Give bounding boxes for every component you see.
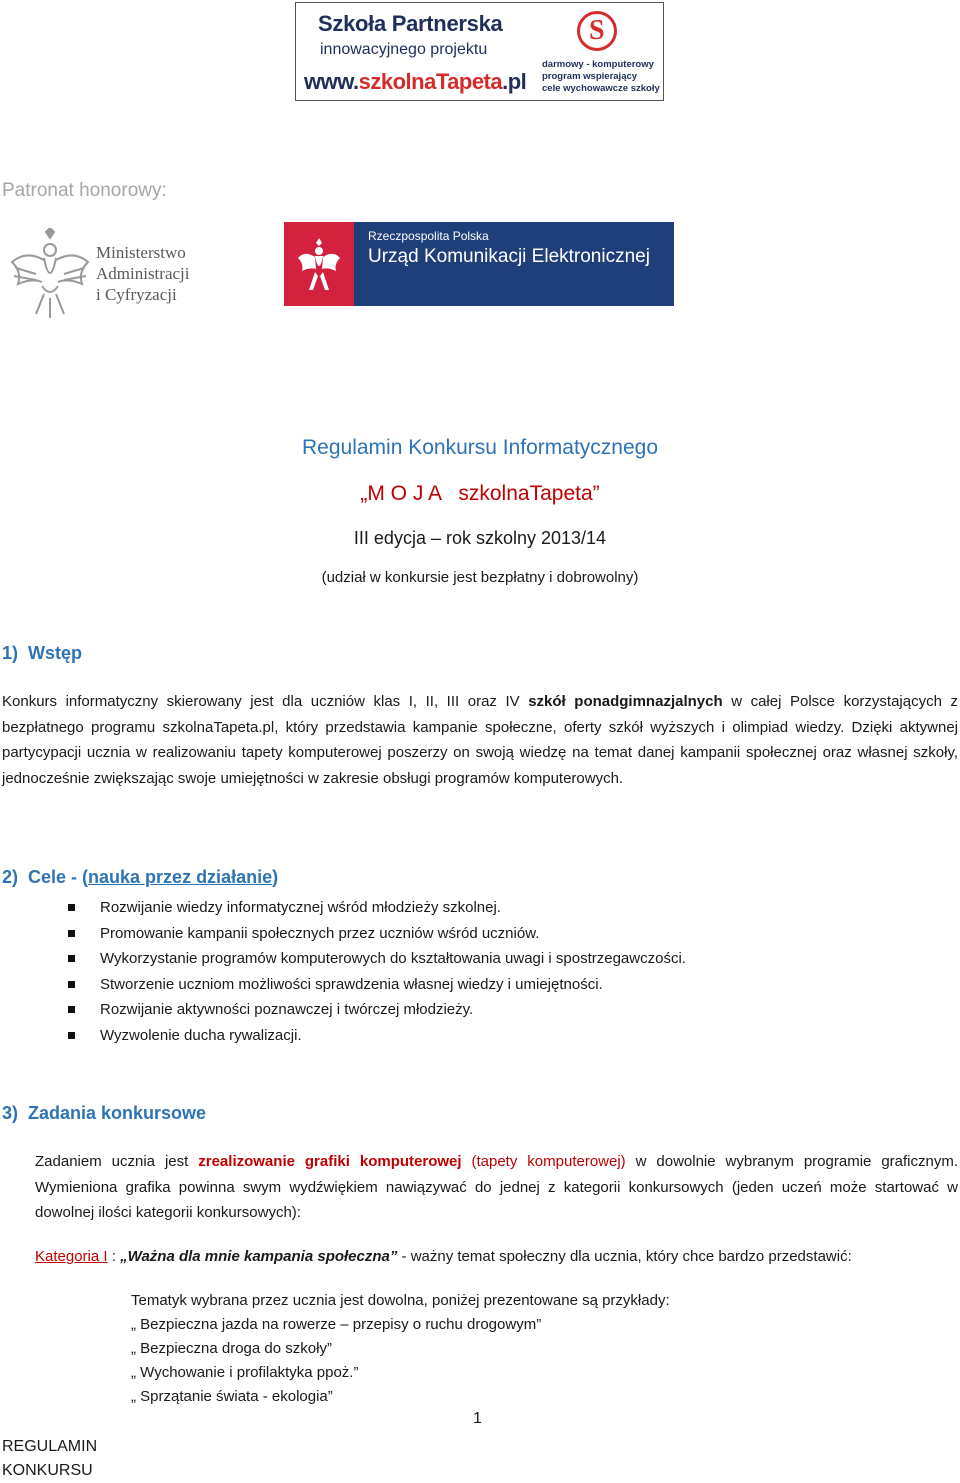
goal-text: Stworzenie uczniom możliwości sprawdzenia własnej wiedzy i umiejętności. <box>100 975 603 993</box>
bullet-icon <box>68 930 75 937</box>
goals-list <box>68 895 686 1048</box>
ministry-line2: Administracji <box>96 264 190 283</box>
logo-line2: innowacyjnego projektu <box>320 41 488 58</box>
example-item: „ Sprzątanie świata - ekologia” <box>131 1388 333 1405</box>
partner-logo <box>295 2 664 101</box>
page-title: Regulamin Konkursu Informatycznego <box>301 436 658 459</box>
tasks-text-a: Zadaniem ucznia jest <box>35 1153 199 1170</box>
participation-note: (udział w konkursie jest bezpłatny i dobrowolny) <box>321 569 639 586</box>
logo-url-main: szkolnaTapeta <box>358 69 503 94</box>
example-item: „ Bezpieczna jazda na rowerze – przepisy o ruchu drogowym” <box>131 1316 542 1333</box>
footer-line2: KONKURSU <box>2 1462 93 1479</box>
list-item <box>68 997 686 1023</box>
tasks-text-b: w dowolnie wybranym programie graficznym. Wymieniona grafika powinna swym wydźwiękiem nawiązywać do jednej z kategorii konkursowych (jeden uczeń może startować w dowolnej ilości kategorii konkursowych): <box>35 1153 959 1221</box>
goal-text: Promowanie kampanii społecznych przez uczniów wśród uczniów. <box>100 924 540 942</box>
goal-text: Wykorzystanie programów komputerowych do kształtowania uwagi i spostrzegawczości. <box>100 950 686 967</box>
list-item <box>68 895 686 921</box>
tasks-red: (tapety komputerowej) <box>461 1153 626 1170</box>
uke-logo <box>284 222 674 306</box>
tasks-paragraph <box>35 1149 958 1226</box>
bullet-icon <box>68 955 75 962</box>
logo-tag2: program wspierający <box>542 71 638 82</box>
logo-url-prefix: www. <box>304 69 359 94</box>
bullet-icon <box>68 1032 75 1039</box>
intro-text-c: Dzięki aktywnej partycypacji ucznia w realizowaniu tapety komputerowej poszerzy on swoją wiedzę na temat danej kampanii społecznej oraz własnej szkoły, jednocześnie zwiększając swoje umiejętności w zakresie obsługi programów komputerowych. <box>2 718 958 787</box>
ministry-name <box>96 242 189 305</box>
category-separator: : <box>107 1248 121 1265</box>
logo-tag3: cele wychowawcze szkoły <box>542 83 660 94</box>
eagle-icon <box>8 228 92 320</box>
examples-intro: Tematyk wybrana przez ucznia jest dowolna, poniżej prezentowane są przykłady: <box>131 1292 670 1309</box>
intro-bold-schools: szkół ponadgimnazjalnych <box>528 693 723 710</box>
uke-line2: Urząd Komunikacji Elektronicznej <box>368 246 650 267</box>
bullet-icon <box>68 904 75 911</box>
intro-paragraph <box>2 689 958 791</box>
category-link[interactable]: Kategoria I <box>35 1248 108 1265</box>
list-item <box>68 972 686 998</box>
page-number: 1 <box>473 1410 482 1427</box>
ministry-line3: i Cyfryzacji <box>96 285 177 304</box>
goal-text: Rozwijanie aktywności poznawczej i twórczej młodzieży. <box>100 1001 474 1018</box>
goals-heading-link: nauka przez działanie <box>88 867 273 887</box>
category-description: - ważny temat społeczny dla ucznia, który chce bardzo przedstawić: <box>397 1248 852 1265</box>
uke-line1: Rzeczpospolita Polska <box>368 229 489 243</box>
goal-text: Rozwijanie wiedzy informatycznej wśród młodzieży szkolnej. <box>100 899 501 916</box>
footer <box>2 1435 97 1483</box>
intro-text-b: w całej Polsce korzystających z bezpłatnego programu szkolnaTapeta.pl, który przedstawia kampanie społeczne, oferty szkół wyższych i olimpiad wiedzy. <box>2 693 958 736</box>
examples-block <box>131 1289 670 1409</box>
category-line <box>35 1244 852 1270</box>
intro-text-a: Konkurs informatyczny skierowany jest dla uczniów klas I, II, III oraz IV <box>2 693 529 710</box>
section-heading-tasks: 3) Zadania konkursowe <box>2 1103 207 1123</box>
logo-line1: Szkoła Partnerska <box>318 11 503 36</box>
goals-heading-prefix: 2) Cele - ( <box>2 867 89 887</box>
logo-tag1: darmowy - komputerowy <box>542 59 654 70</box>
patronat-label: Patronat honorowy: <box>2 180 167 201</box>
ministry-logo <box>8 228 208 320</box>
eagle-icon <box>297 236 341 292</box>
category-name: „Ważna dla mnie kampania społeczna” <box>120 1248 398 1265</box>
logo-s-icon <box>577 11 617 51</box>
logo-url <box>304 69 526 95</box>
section-heading-goals <box>2 867 278 888</box>
section-heading-intro: 1) Wstęp <box>2 643 83 663</box>
bullet-icon <box>68 981 75 988</box>
page-subtitle: „M O J A szkolnaTapeta” <box>360 482 600 505</box>
tasks-red-bold: zrealizowanie grafiki komputerowej <box>198 1153 462 1170</box>
goals-heading-suffix: ) <box>272 867 279 887</box>
bullet-icon <box>68 1006 75 1013</box>
edition: III edycja – rok szkolny 2013/14 <box>353 528 607 548</box>
logo-url-suffix: .pl <box>502 69 527 94</box>
ministry-line1: Ministerstwo <box>96 243 186 262</box>
goal-text: Wyzwolenie ducha rywalizacji. <box>100 1026 302 1044</box>
example-item: „ Wychowanie i profilaktyka ppoż.” <box>131 1364 359 1381</box>
list-item <box>68 1023 686 1049</box>
footer-line1: REGULAMIN <box>2 1438 98 1455</box>
list-item <box>68 946 686 972</box>
list-item <box>68 921 686 947</box>
example-item: „ Bezpieczna droga do szkoły” <box>131 1340 332 1357</box>
